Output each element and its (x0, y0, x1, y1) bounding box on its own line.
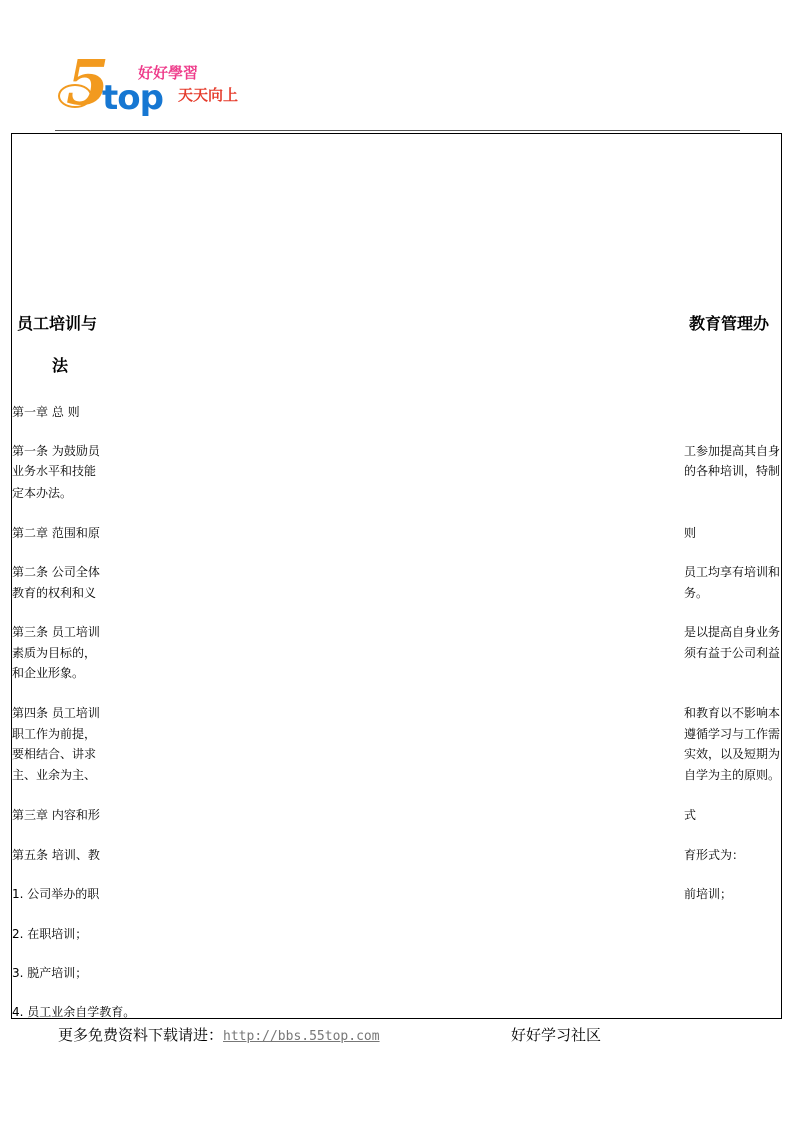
text-line: 第四条 员工培训 (12, 706, 100, 720)
footer-community: 好好学习社区 (511, 1026, 602, 1044)
logo-tagline-1: 好好學習 (138, 64, 199, 82)
text-line: 第二章 范围和原 (12, 526, 100, 540)
logo (56, 46, 246, 120)
text-line: 和教育以不影响本 (684, 706, 781, 720)
text-line: 第一章 总 则 (12, 405, 80, 419)
header-rule (55, 130, 740, 131)
text-line: 遵循学习与工作需 (684, 727, 781, 741)
text-line: 第一条 为鼓励员 (12, 444, 100, 458)
doc-title-wrap: 法 (52, 356, 69, 375)
text-line: 第二条 公司全体 (12, 565, 100, 579)
text-line: 工参加提高其自身 (684, 444, 781, 458)
text-line: 须有益于公司利益 (684, 646, 781, 660)
text-line: 3. 脱产培训； (12, 966, 88, 980)
text-line: 1. 公司举办的职 (12, 887, 100, 901)
text-line: 的各种培训，特制 (684, 464, 781, 478)
text-line: 自学为主的原则。 (684, 768, 781, 782)
logo-tagline-2: 天天向上 (178, 86, 239, 104)
text-line: 育形式为： (684, 848, 745, 862)
doc-title-left: 员工培训与 (17, 314, 98, 333)
footer-prompt-text: 更多免费资料下载请进： (58, 1026, 224, 1044)
logo-five: 5 (66, 46, 108, 119)
text-line: 2. 在职培训； (12, 927, 88, 941)
text-line: 式 (684, 808, 697, 822)
text-line: 是以提高自身业务 (684, 625, 781, 639)
text-line: 职工作为前提， (12, 727, 97, 741)
text-line: 业务水平和技能 (12, 464, 97, 478)
doc-title-right: 教育管理办 (689, 314, 770, 333)
footer-link[interactable]: http://bbs.55top.com (223, 1029, 380, 1044)
text-line: 第三章 内容和形 (12, 808, 100, 822)
document-frame (11, 133, 782, 1019)
text-line: 主、业余为主、 (12, 768, 97, 782)
text-line: 务。 (684, 586, 709, 600)
text-line: 则 (684, 526, 697, 540)
text-line: 和企业形象。 (12, 666, 85, 680)
text-line: 前培训； (684, 887, 733, 901)
text-line: 定本办法。 (12, 486, 73, 500)
logo-top: top (102, 78, 163, 118)
footer-prompt (58, 1024, 380, 1045)
text-line: 教育的权利和义 (12, 586, 97, 600)
text-line: 第三条 员工培训 (12, 625, 100, 639)
text-line: 要相结合、讲求 (12, 747, 97, 761)
text-line: 第五条 培训、教 (12, 848, 100, 862)
text-line: 员工均享有培训和 (684, 565, 781, 579)
text-line: 4. 员工业余自学教育。 (12, 1005, 136, 1019)
text-line: 素质为目标的， (12, 646, 97, 660)
text-line: 实效，以及短期为 (684, 747, 781, 761)
